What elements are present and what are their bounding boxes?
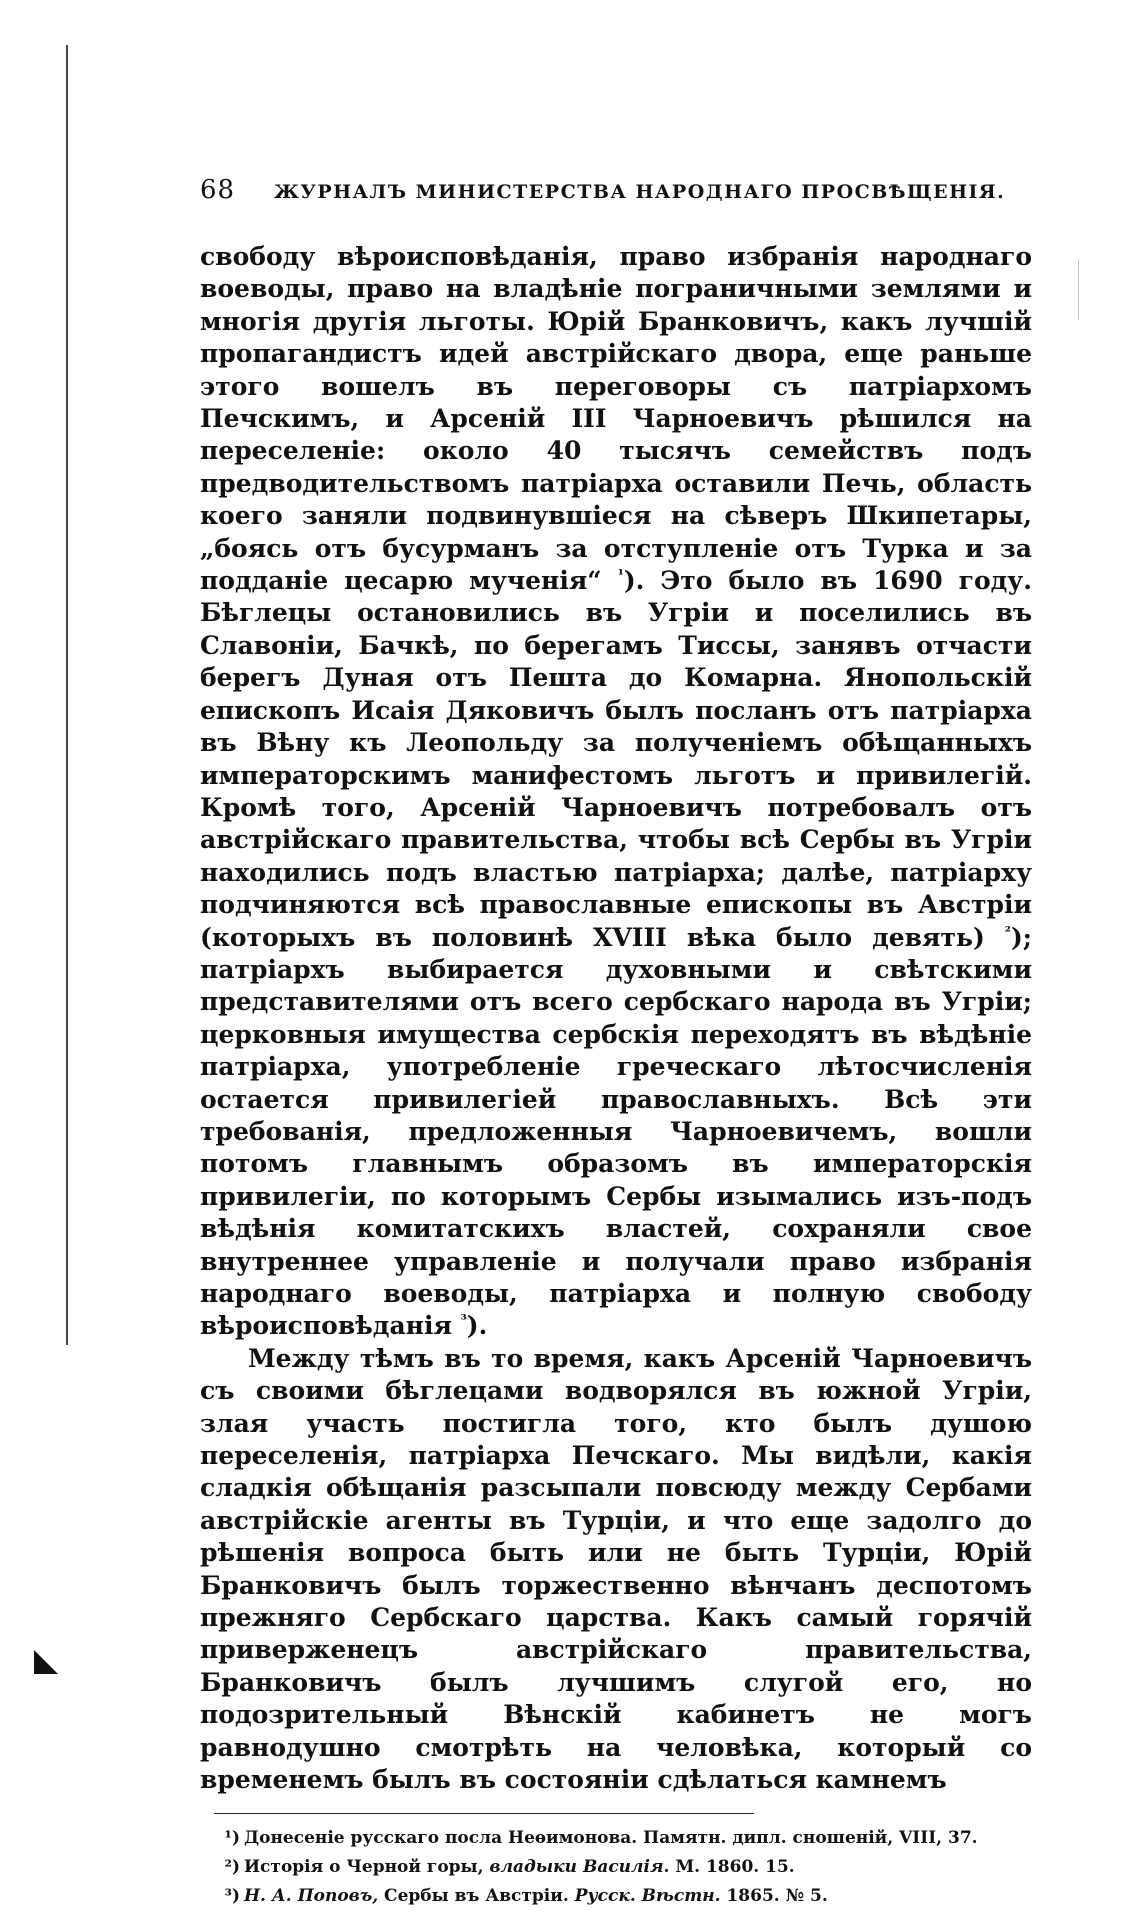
scan-edge-mark bbox=[1078, 260, 1079, 320]
footnote-1-number: ¹) bbox=[224, 1827, 240, 1848]
footnote-2-number: ²) bbox=[224, 1856, 240, 1877]
footnote-3-journal: Русск. Вѣстн. bbox=[574, 1885, 721, 1906]
book-page bbox=[200, 175, 1032, 1911]
footnote-2-pre: Исторія о Черной горы, bbox=[244, 1856, 490, 1877]
footnote-2-author: владыки Василія bbox=[489, 1856, 664, 1877]
footnote-rule bbox=[214, 1813, 754, 1814]
page-number: 68 bbox=[200, 175, 236, 205]
body-text bbox=[200, 241, 1032, 1797]
footnote-1 bbox=[200, 1824, 1032, 1853]
footnote-ref-1: ¹ bbox=[617, 567, 624, 584]
paragraph-1-part-4: ). bbox=[466, 1311, 488, 1341]
footnote-3 bbox=[200, 1882, 1032, 1911]
running-head bbox=[200, 175, 1032, 215]
paragraph-1-part-3: ); патріархъ выбирается духовными и свѣтскими представителями отъ всего сербскаго народа въ Угріи; церковныя имущества сербскія переходятъ въ вѣдѣніе патріарха, употребленіе греческаго лѣтосчисленія остается привилегіей православныхъ. Всѣ эти требованія, предложенныя Чарноевичемъ, вошли потомъ главнымъ образомъ въ императорскія привилегіи, по которымъ Сербы изымались изъ-подъ вѣдѣнія комитатскихъ властей, сохраняли свое внутреннее управленіе и получали право избранія народнаго воеводы, патріарха и полную свободу вѣроисповѣданія bbox=[200, 922, 1032, 1341]
journal-title: ЖУРНАЛЪ МИНИСТЕРСТВА НАРОДНАГО ПРОСВѢЩЕНІЯ. bbox=[274, 181, 1006, 203]
footnote-3-number: ³) bbox=[224, 1885, 240, 1906]
footnotes bbox=[200, 1824, 1032, 1911]
scan-edge-line bbox=[66, 45, 68, 1345]
footnote-3-author: Н. А. Поповъ, bbox=[244, 1885, 379, 1906]
paragraph-1 bbox=[200, 241, 1032, 1343]
footnote-2 bbox=[200, 1853, 1032, 1882]
footnote-3-mid: Сербы въ Австріи. bbox=[378, 1885, 575, 1906]
footnote-3-post: 1865. № 5. bbox=[720, 1885, 828, 1906]
paragraph-1-part-2: ). Это было въ 1690 году. Бѣглецы остановились въ Угріи и поселились въ Славоніи, Бачкѣ, по берегамъ Тиссы, занявъ отчасти берегъ Дуная отъ Пешта до Комарна. Янопольскій епископъ Исаія Дяковичъ былъ посланъ отъ патріарха въ Вѣну къ Леопольду за полученіемъ обѣщанныхъ императорскимъ манифестомъ льготъ и привилегій. Кромѣ того, Арсеній Чарноевичъ потребовалъ отъ австрійскаго правительства, чтобы всѣ Сербы въ Угріи находились подъ властью патріарха; далѣе, патріарху подчиняются всѣ православные епископы въ Австріи (которыхъ въ половинѣ XVIII вѣка было девять) bbox=[200, 566, 1032, 952]
paragraph-2: Между тѣмъ въ то время, какъ Арсеній Чарноевичъ съ своими бѣглецами водворялся въ южной Угріи, злая участь постигла того, кто былъ душою переселенія, патріарха Печскаго. Мы видѣли, какія сладкія обѣщанія разсыпали повсюду между Сербами австрійскіе агенты въ Турціи, и что еще задолго до рѣшенія вопроса быть или не быть Турціи, Юрій Бранковичъ былъ торжественно вѣнчанъ деспотомъ прежняго Сербскаго царства. Какъ самый горячій приверженецъ австрійскаго правительства, Бранковичъ былъ лучшимъ слугой его, но подозрительный Вѣнскій кабинетъ не могъ равнодушно смотрѣть на человѣка, который со временемъ былъ въ состояніи сдѣлаться камнемъ bbox=[200, 1343, 1032, 1795]
footnote-2-post: . М. 1860. 15. bbox=[663, 1856, 795, 1877]
footnote-1-text: Донесеніе русскаго посла Неѳимонова. Памятн. дипл. сношеній, VIII, 37. bbox=[244, 1827, 978, 1848]
footnote-ref-2: ² bbox=[1004, 924, 1011, 941]
footnote-ref-3: ³ bbox=[460, 1313, 467, 1330]
corner-triangle-mark bbox=[34, 1650, 58, 1674]
paragraph-1-part-1: свободу вѣроисповѣданія, право избранія народнаго воеводы, право на владѣніе пограничными землями и многія другія льготы. Юрій Бранковичъ, какъ лучшій пропагандистъ идей австрійскаго двора, еще раньше этого вошелъ въ переговоры съ патріархомъ Печскимъ, и Арсеній III Чарноевичъ рѣшился на переселеніе: около 40 тысячъ семействъ подъ предводительствомъ патріарха оставили Печь, область коего заняли подвинувшіеся на сѣверъ Шкипетары, „боясь отъ бусурманъ за отступленіе отъ Турка и за подданіе цесарю мученія“ bbox=[200, 242, 1032, 596]
